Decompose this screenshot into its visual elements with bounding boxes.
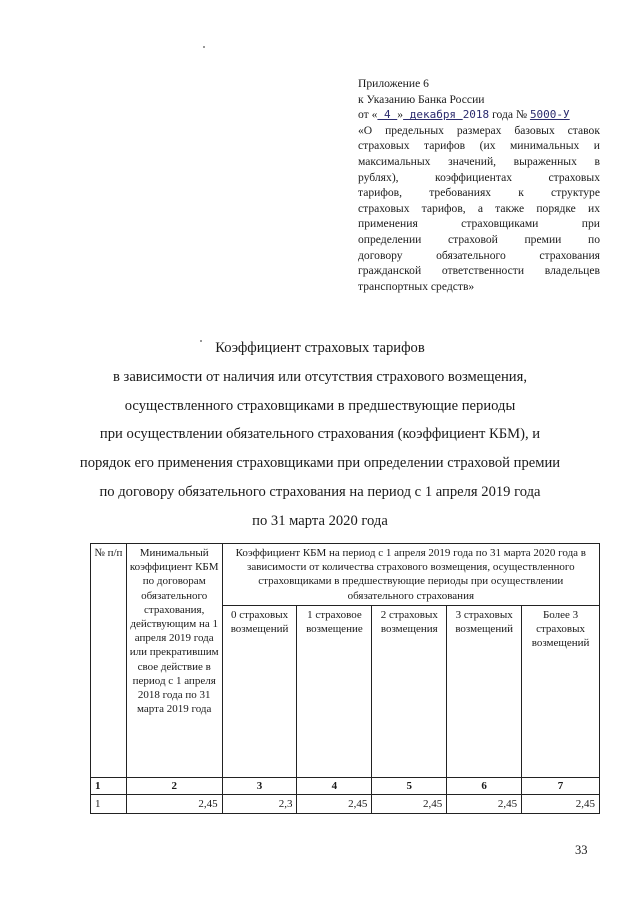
date-mid: » bbox=[397, 108, 404, 122]
heading-line: в зависимости от наличия или отсутствия страхового возмещения, bbox=[113, 368, 527, 385]
appendix-title-line: транспортных средств» bbox=[358, 279, 475, 293]
column-number: 3 bbox=[222, 777, 297, 794]
appendix-title-line: договору обязательного страхования bbox=[358, 248, 600, 262]
scan-speck bbox=[203, 46, 205, 48]
table-cell: 2,45 bbox=[522, 795, 600, 814]
handwritten-month: декабря bbox=[403, 108, 463, 122]
heading-line: порядок его применения страховщиками при определении страховой премии bbox=[79, 455, 561, 472]
appendix-title-line: рублях), коэффициентах страховых bbox=[358, 170, 600, 184]
table-cell: 1 bbox=[91, 795, 127, 814]
header-group-kbm: Коэффициент КБМ на период с 1 апреля 2019 года по 31 марта 2020 года в зависимости от количества страхового возмещения, осуществленного страховщиками в предшествующие периоды при осуществлении обязательного страхования bbox=[222, 544, 599, 606]
table-cell: 2,45 bbox=[447, 795, 522, 814]
date-prefix: от « bbox=[358, 108, 378, 122]
column-number: 6 bbox=[447, 777, 522, 794]
appendix-title-line: «О предельных размерах базовых ставок bbox=[358, 123, 600, 137]
subheader-more-3: Более 3 страховых возмещений bbox=[522, 605, 600, 777]
appendix-title-line: применения страховщиками при bbox=[358, 217, 600, 231]
table-cell: 2,45 bbox=[372, 795, 447, 814]
appendix-title-line: страховых тарифов (их минимальных и bbox=[358, 139, 600, 153]
subheader-1: 1 страховое возмещение bbox=[297, 605, 372, 777]
header-row-number: № п/п bbox=[91, 544, 127, 778]
appendix-date-line bbox=[358, 107, 600, 123]
table-cell: 2,45 bbox=[126, 795, 222, 814]
handwritten-number: 5000-У bbox=[529, 108, 570, 122]
table-header-row bbox=[91, 544, 600, 606]
appendix-title-line: гражданской ответственности владельцев bbox=[358, 264, 600, 278]
handwritten-year: 2018 bbox=[462, 108, 490, 122]
column-number: 7 bbox=[522, 777, 600, 794]
column-number: 1 bbox=[91, 777, 127, 794]
column-numbers-row bbox=[91, 777, 600, 794]
heading-line: по 31 марта 2020 года bbox=[252, 512, 388, 529]
subheader-2: 2 страховых возмещения bbox=[372, 605, 447, 777]
appendix-line: Приложение 6 bbox=[358, 77, 429, 90]
page-number: 33 bbox=[575, 843, 588, 857]
header-min-kbm: Минимальный коэффициент КБМ по договорам обязательного страхования, действующим на 1 апреля 2019 года или прекратившим свое действие в период с 1 апреля 2018 года по 31 марта 2019 года bbox=[126, 544, 222, 778]
subheader-0: 0 страховых возмещений bbox=[222, 605, 297, 777]
table-cell: 2,3 bbox=[222, 795, 297, 814]
table-cell: 2,45 bbox=[297, 795, 372, 814]
heading-line: осуществленного страховщиками в предшествующие периоды bbox=[124, 397, 516, 414]
appendix-title-line: тарифов, требованиях к структуре bbox=[358, 186, 600, 200]
appendix-line: к Указанию Банка России bbox=[358, 92, 485, 106]
handwritten-day: 4 bbox=[377, 108, 398, 122]
subheader-3: 3 страховых возмещений bbox=[447, 605, 522, 777]
column-number: 2 bbox=[126, 777, 222, 794]
heading-line: по договору обязательного страхования на период с 1 апреля 2019 года bbox=[99, 483, 541, 500]
document-heading bbox=[60, 334, 580, 536]
date-suffix: года № bbox=[489, 108, 528, 122]
appendix-block bbox=[358, 76, 600, 294]
heading-line: Коэффициент страховых тарифов bbox=[215, 340, 425, 356]
appendix-title-line: максимальных значений, выраженных в bbox=[358, 154, 600, 168]
table-row bbox=[91, 795, 600, 814]
kbm-table bbox=[90, 543, 600, 814]
appendix-title-line: страховых тарифов, а также порядке их bbox=[358, 201, 600, 215]
heading-line: при осуществлении обязательного страхования (коэффициент КБМ), и bbox=[99, 426, 541, 443]
column-number: 5 bbox=[372, 777, 447, 794]
column-number: 4 bbox=[297, 777, 372, 794]
appendix-title-line: определении страховой премии по bbox=[358, 232, 600, 246]
